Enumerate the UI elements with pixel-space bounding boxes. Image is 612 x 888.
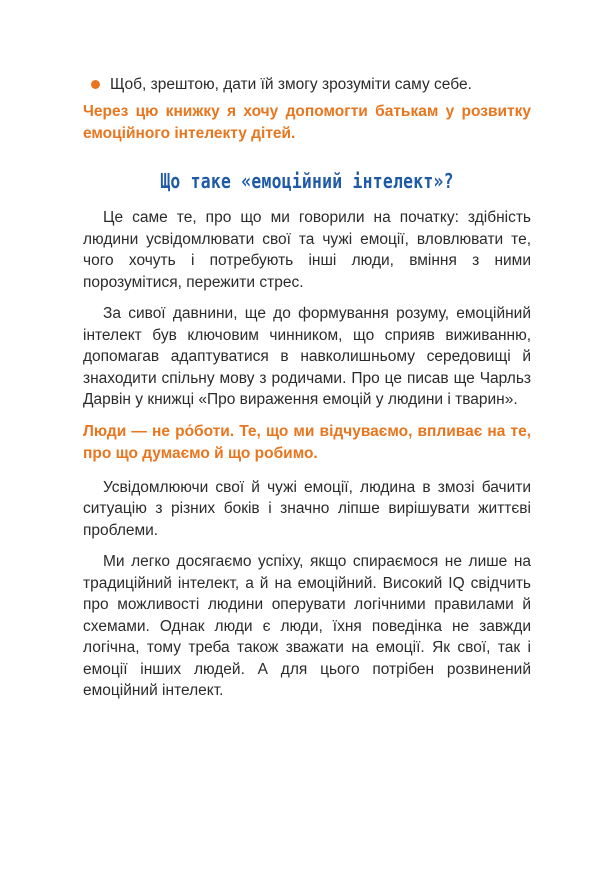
paragraph-awareness: Усвідомлюючи свої й чужі емоції, людина в змозі бачити ситуацію з різних боків і значно ліпше вирішувати життєві проблеми. <box>83 478 531 539</box>
bullet-text: Щоб, зрештою, дати їй змогу зрозуміти саму себе. <box>110 76 472 93</box>
bullet-icon <box>91 80 100 89</box>
section-heading: Що таке «емоційний інтелект»? <box>160 169 454 193</box>
highlight-top: Через цю книжку я хочу допомогти батькам у розвитку емоційного інтелекту дітей. <box>83 103 531 142</box>
list-item <box>83 74 531 95</box>
paragraph-definition: Це саме те, про що ми говорили на початку: здібність людини усвідомлювати свої та чужі емоції, вловлювати те, чого хочуть і потребують інші люди, вміння з ними порозумітися, пережити стрес. <box>83 209 531 291</box>
page-content <box>83 74 531 712</box>
highlight-mid: Люди — не ро́боти. Те, що ми відчуваємо, впливає на те, про що думаємо й що робимо. <box>83 422 531 462</box>
paragraph-success: Ми легко досягаємо успіху, якщо спираємося не лише на традиційний інтелект, а й на емоційний. Високий IQ свідчить про можливості людини оперувати логічними правилами й схемами. Однак люди є люди, їхня поведінка не завжди логічна, тому треба також зважати на емоції. Як свої, так і емоції інших людей. А для цього потрібен розвинений емоційний інтелект. <box>83 553 531 699</box>
paragraph-history: За сивої давнини, ще до формування розуму, емоційний інтелект був ключовим чинником, що сприяв виживанню, допомагав адаптуватися в навколишньому середовищі й знаходити спільну мову з родичами. Про це писав ще Чарльз Дарвін у книжці «Про вираження емоцій у людини і тварин». <box>83 305 531 408</box>
